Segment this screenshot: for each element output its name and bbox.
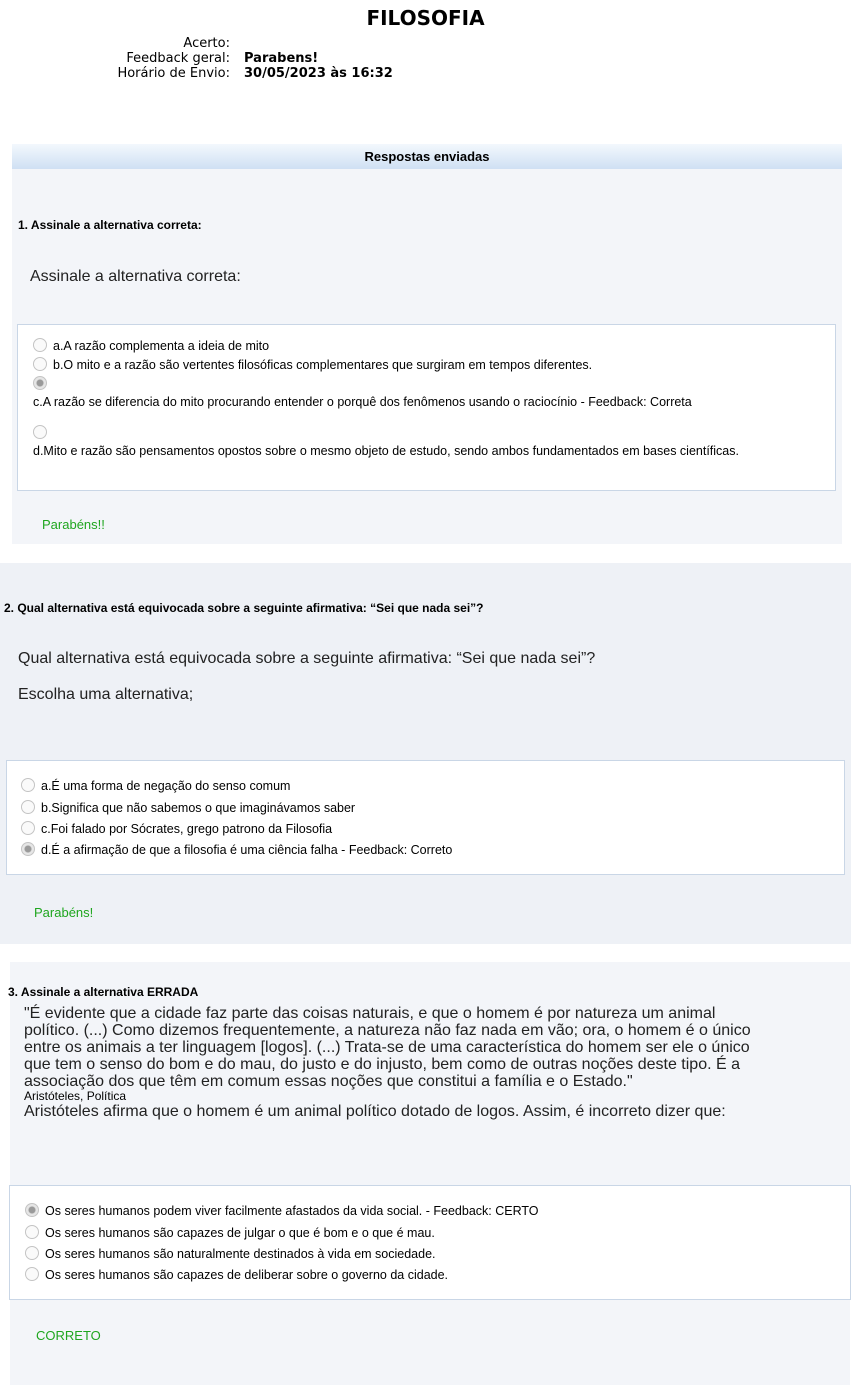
option-label: Os seres humanos são capazes de julgar o que é bom e o que é mau. [45, 1226, 435, 1240]
question-feedback: Parabéns! [34, 905, 94, 920]
acerto-label: Acerto: [183, 36, 230, 51]
options-box [9, 1185, 851, 1300]
question-prompt: Qual alternativa está equivocada sobre a seguinte afirmativa: “Sei que nada sei”? [18, 650, 596, 667]
radio-icon[interactable] [33, 357, 47, 371]
radio-checked-icon[interactable] [25, 1203, 39, 1217]
horario-envio-value: 30/05/2023 às 16:32 [244, 66, 393, 81]
feedback-geral-label: Feedback geral: [126, 51, 230, 66]
option-label: b.Significa que não sabemos o que imaginávamos saber [41, 801, 356, 815]
radio-icon[interactable] [33, 338, 47, 352]
question-instruction: Escolha uma alternativa; [18, 686, 194, 703]
question-prompt: Assinale a alternativa correta: [30, 268, 241, 285]
option-b[interactable] [25, 1225, 435, 1240]
option-label: d.Mito e razão são pensamentos opostos sobre o mesmo objeto de estudo, sendo ambos fundamentados em bases científicas. [33, 444, 739, 458]
option-c[interactable] [21, 821, 332, 836]
quote-line: entre os animais a ter linguagem [logos]. (...) Trata-se de uma característica do homem ser ele o único [24, 1039, 750, 1056]
option-label: a.A razão complementa a ideia de mito [53, 339, 270, 353]
horario-envio-label: Horário de Envio: [117, 66, 230, 81]
quote-line: que tem o senso do bom e do mau, do justo e do injusto, bem como de outras noções deste tipo. É a [24, 1056, 740, 1073]
option-d[interactable] [25, 1267, 448, 1282]
option-d[interactable] [21, 842, 452, 857]
option-label: b.O mito e a razão são vertentes filosóficas complementares que surgiram em tempos diferentes. [53, 358, 593, 372]
radio-checked-icon[interactable] [21, 842, 35, 856]
option-a[interactable] [25, 1203, 539, 1218]
question-panel-3 [10, 962, 850, 1385]
options-box [6, 760, 845, 875]
options-box [17, 324, 836, 491]
option-label: a.É uma forma de negação do senso comum [41, 779, 291, 793]
radio-checked-icon[interactable] [33, 376, 47, 390]
option-a[interactable] [33, 338, 269, 353]
quote-line: político. (...) Como dizemos frequentemente, a natureza não faz nada em vão; ora, o homem é o único [24, 1022, 751, 1039]
quote-source: Aristóteles, Política [24, 1089, 127, 1103]
radio-icon[interactable] [21, 821, 35, 835]
section-header: Respostas enviadas [12, 144, 842, 169]
option-label: Os seres humanos são capazes de deliberar sobre o governo da cidade. [45, 1268, 449, 1282]
option-a[interactable] [21, 778, 290, 793]
question-heading: 3. Assinale a alternativa ERRADA [8, 985, 199, 999]
radio-icon[interactable] [25, 1246, 39, 1260]
option-label: d.É a afirmação de que a filosofia é uma ciência falha - Feedback: Correto [41, 843, 453, 857]
option-label: c.Foi falado por Sócrates, grego patrono da Filosofia [41, 822, 333, 836]
radio-icon[interactable] [21, 800, 35, 814]
question-heading: 1. Assinale a alternativa correta: [18, 218, 202, 232]
option-d[interactable] [33, 425, 813, 458]
option-label: c.A razão se diferencia do mito procurando entender o porquê dos fenômenos usando o raciocínio - Feedback: Correta [33, 395, 692, 409]
question-feedback: Parabéns!! [42, 517, 105, 532]
radio-icon[interactable] [25, 1267, 39, 1281]
option-b[interactable] [33, 357, 592, 372]
feedback-geral-value: Parabens! [244, 51, 319, 66]
option-c[interactable] [33, 376, 793, 409]
question-panel-2 [0, 563, 851, 944]
question-panel-1 [12, 169, 842, 544]
option-label: Os seres humanos são naturalmente destinados à vida em sociedade. [45, 1247, 436, 1261]
option-b[interactable] [21, 800, 355, 815]
option-c[interactable] [25, 1246, 436, 1261]
radio-icon[interactable] [33, 425, 47, 439]
question-feedback: CORRETO [36, 1328, 101, 1343]
quote-line: associação dos que têm em comum essas noções que constitui a família e o Estado." [24, 1073, 633, 1090]
question-prompt: Aristóteles afirma que o homem é um animal político dotado de logos. Assim, é incorreto dizer que: [24, 1103, 726, 1120]
option-label: Os seres humanos podem viver facilmente afastados da vida social. - Feedback: CERTO [45, 1204, 539, 1218]
quote-block [24, 1005, 844, 1120]
quote-line: "É evidente que a cidade faz parte das coisas naturais, e que o homem é por natureza um animal [24, 1005, 716, 1022]
radio-icon[interactable] [25, 1225, 39, 1239]
page-title: FILOSOFIA [366, 6, 485, 30]
question-heading: 2. Qual alternativa está equivocada sobre a seguinte afirmativa: “Sei que nada sei”? [4, 601, 484, 615]
radio-icon[interactable] [21, 778, 35, 792]
